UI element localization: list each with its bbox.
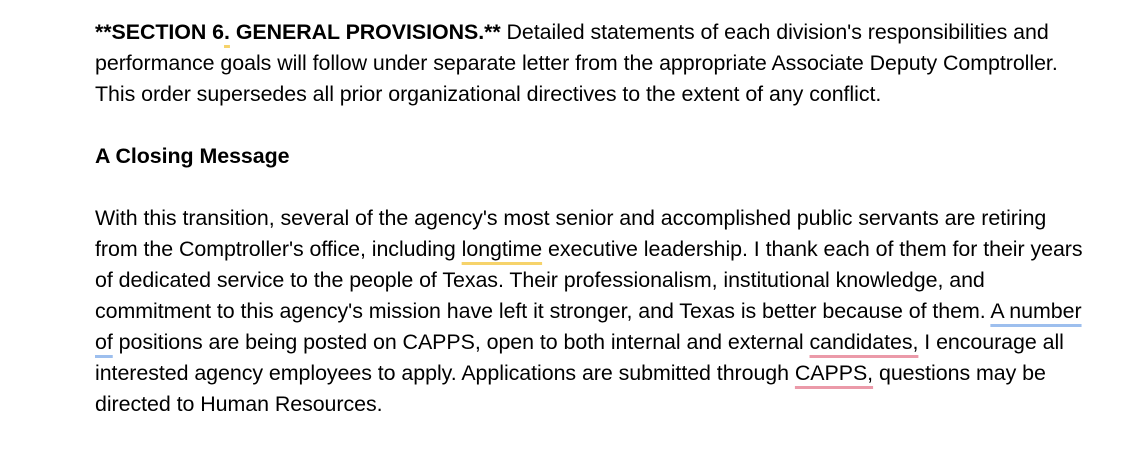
candidates-suggestion[interactable]: candidates, bbox=[809, 330, 919, 354]
closing-text-5: questions may be directed to Human Resources. bbox=[95, 361, 1046, 416]
closing-text-2: executive leadership. I thank each of them for their years of dedicated service to the people of Texas. Their professionalism, institutional knowledge, and commitment to this agency's mission have left it stronger, and Texas is better because of them. bbox=[95, 237, 1083, 323]
section-6-period-suggestion[interactable]: . bbox=[224, 20, 230, 44]
closing-message-heading: A Closing Message bbox=[95, 144, 290, 168]
closing-text-4: I encourage all interested agency employees to apply. Applications are submitted through bbox=[95, 330, 1064, 385]
closing-text-3: positions are being posted on CAPPS, open to both internal and external bbox=[112, 330, 810, 354]
closing-message-paragraph bbox=[95, 203, 1085, 420]
section-6-body-text: Detailed statements of each division's responsibilities and performance goals will follow under separate letter from the appropriate Associate Deputy Comptroller. This order supersedes all prior organizational directives to the extent of any conflict. bbox=[95, 20, 1058, 106]
capps-suggestion[interactable]: CAPPS, bbox=[794, 361, 874, 385]
closing-text-1: With this transition, several of the agency's most senior and accomplished public servants are retiring from the Comptroller's office, including bbox=[95, 206, 1047, 261]
section-6-paragraph bbox=[95, 17, 1085, 110]
document-body bbox=[95, 17, 1085, 451]
a-number-of-suggestion[interactable]: A number of bbox=[95, 299, 1082, 354]
section-6-label: **SECTION 6 bbox=[95, 20, 225, 44]
section-6-title: GENERAL PROVISIONS.** bbox=[229, 20, 501, 44]
longtime-suggestion[interactable]: longtime bbox=[461, 237, 543, 261]
